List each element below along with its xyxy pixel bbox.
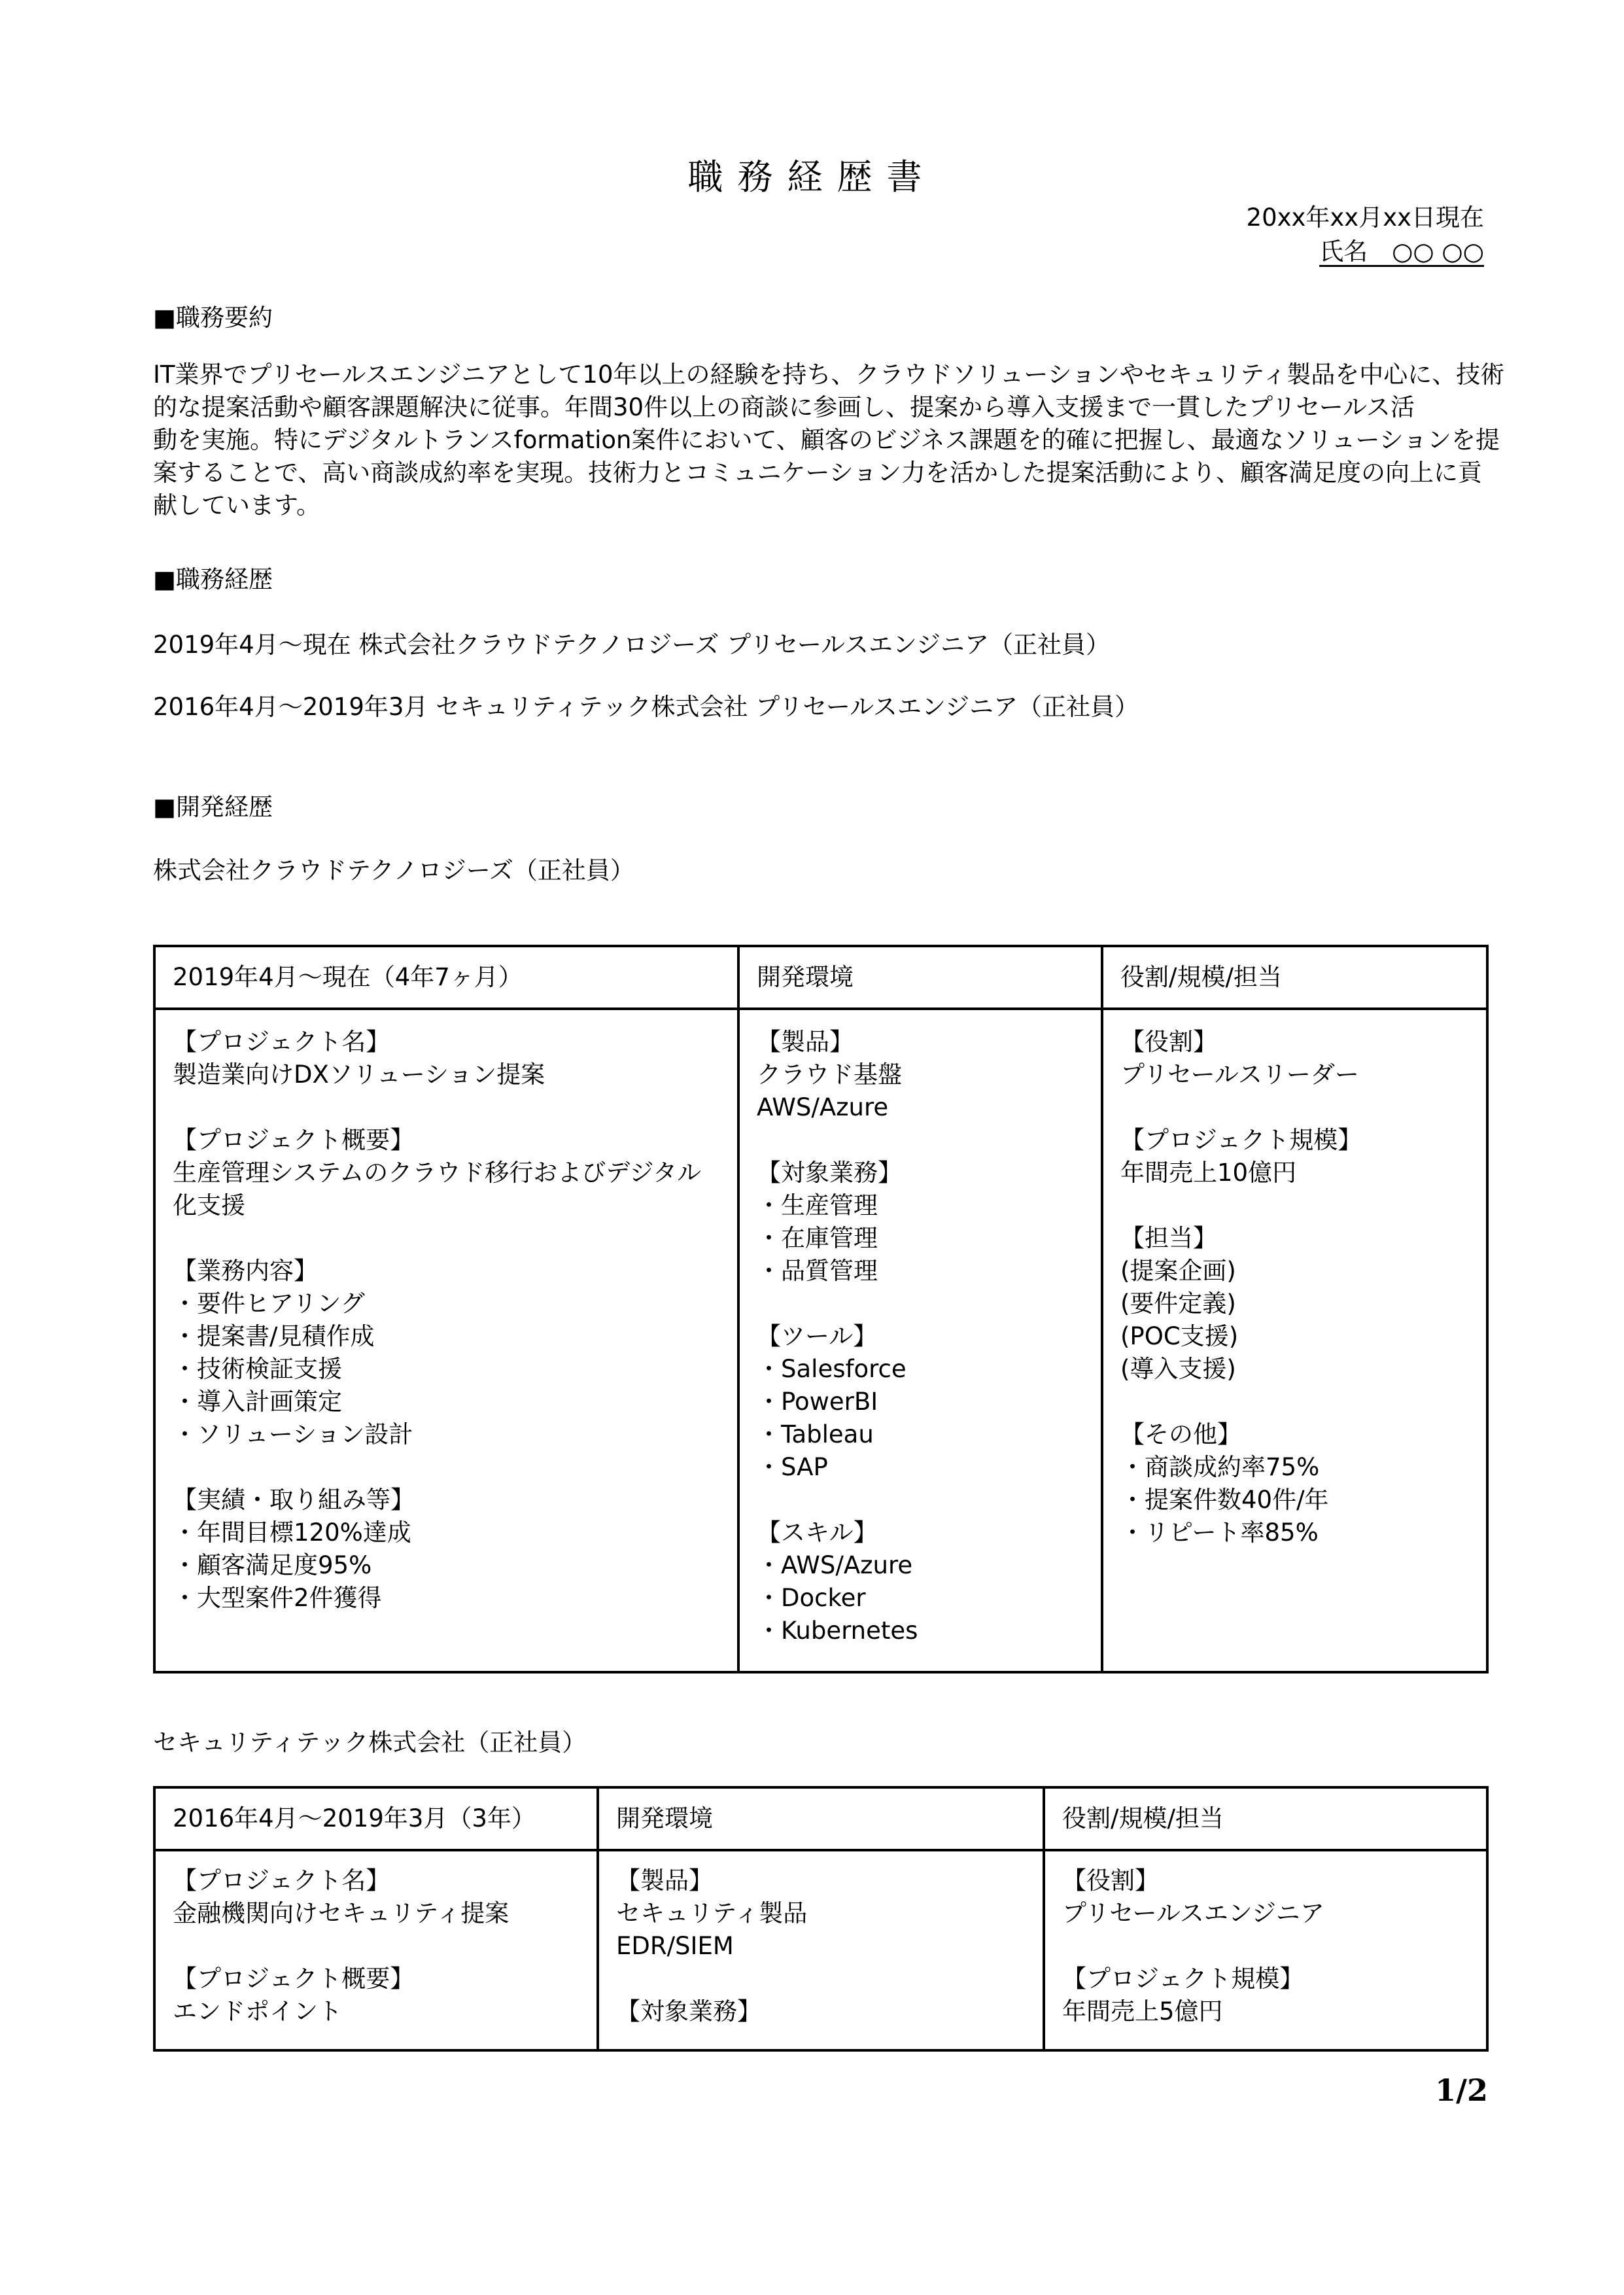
cell-line: 【その他】 <box>1120 1420 1241 1448</box>
cell-line: ・AWS/Azure <box>757 1551 913 1579</box>
project-details-cell <box>154 1850 598 2050</box>
cell-line <box>1120 1386 1486 1418</box>
env-header: 開発環境 <box>738 946 1102 1009</box>
cell-line <box>173 1222 737 1255</box>
project-details-cell <box>154 1009 738 1672</box>
period-header: 2019年4月～現在（4年7ヶ月） <box>154 946 738 1009</box>
cell-line: 【プロジェクト概要】 <box>173 1126 415 1154</box>
period-header: 2016年4月～2019年3月（3年） <box>154 1787 598 1850</box>
cell-line: プリセールスリーダー <box>1120 1060 1359 1089</box>
cell-line: 化支援 <box>173 1191 245 1219</box>
cell-line <box>1062 1930 1486 1963</box>
cell-line <box>1120 1189 1486 1222</box>
cell-line: ・提案書/見積作成 <box>173 1322 375 1350</box>
company-name: セキュリティテック株式会社（正社員） <box>153 1728 587 1757</box>
cell-line: 【業務内容】 <box>173 1257 318 1285</box>
cell-line: 【プロジェクト規模】 <box>1120 1126 1362 1154</box>
cell-line: セキュリティ製品 <box>616 1899 808 1927</box>
cell-line: 【プロジェクト名】 <box>173 1028 390 1056</box>
cell-line: AWS/Azure <box>757 1093 889 1121</box>
cell-line <box>757 1124 1101 1157</box>
cell-line: 【対象業務】 <box>757 1159 902 1187</box>
project-table <box>153 945 1489 1673</box>
cell-line: ・SAP <box>757 1453 828 1481</box>
cell-line: ・品質管理 <box>757 1257 878 1285</box>
cell-line <box>757 1288 1101 1320</box>
role-cell <box>1044 1850 1487 2050</box>
summary-text <box>153 359 1505 522</box>
cell-line: ・技術検証支援 <box>173 1355 342 1383</box>
summary-line: 的な提案活動や顧客課題解決に従事。年間30件以上の商談に参画し、提案から導入支援まで一貫したプリセールス活 <box>153 393 1415 421</box>
cell-line: ・顧客満足度95% <box>173 1551 372 1579</box>
cell-line: ・要件ヒアリング <box>173 1289 365 1318</box>
cell-line: 年間売上5億円 <box>1062 1997 1223 2025</box>
cell-line <box>616 1963 1043 1995</box>
role-header: 役割/規模/担当 <box>1044 1787 1487 1850</box>
cell-line: 【実績・取り組み等】 <box>173 1486 415 1514</box>
cell-line: ・提案件数40件/年 <box>1120 1486 1329 1514</box>
cell-line: ・商談成約率75% <box>1120 1453 1320 1481</box>
environment-details <box>757 1026 1101 1647</box>
cell-line: 【担当】 <box>1120 1224 1217 1252</box>
cell-line: 【役割】 <box>1120 1028 1217 1056</box>
cell-line: ・Docker <box>757 1584 866 1612</box>
cell-line: 【役割】 <box>1062 1866 1159 1895</box>
cell-line: 【プロジェクト名】 <box>173 1866 390 1895</box>
cell-line: ・ソリューション設計 <box>173 1420 413 1448</box>
cell-line: クラウド基盤 <box>757 1060 902 1089</box>
cell-line: (要件定義) <box>1120 1289 1236 1318</box>
project-details <box>173 1865 596 2028</box>
history-entry: 2016年4月～2019年3月 セキュリティテック株式会社 プリセールスエンジニア（正社員） <box>153 693 1139 721</box>
document-title: 職務経歴書 <box>687 156 937 198</box>
summary-line: 献しています。 <box>153 491 321 519</box>
cell-line: 年間売上10億円 <box>1120 1159 1297 1187</box>
role-cell <box>1102 1009 1487 1672</box>
history-entry: 2019年4月～現在 株式会社クラウドテクノロジーズ プリセールスエンジニア（正社員） <box>153 631 1111 659</box>
cell-line: ・大型案件2件獲得 <box>173 1584 382 1612</box>
cell-line: ・Tableau <box>757 1420 874 1448</box>
cell-line: ・PowerBI <box>757 1388 878 1416</box>
role-header: 役割/規模/担当 <box>1102 946 1487 1009</box>
development-heading: ■開発経歴 <box>153 793 273 821</box>
role-details <box>1120 1026 1486 1549</box>
cell-line: ・在庫管理 <box>757 1224 878 1252</box>
environment-cell <box>738 1009 1102 1672</box>
document-date: 20xx年xx月xx日現在 <box>1246 203 1484 232</box>
cell-line: ・リピート率85% <box>1120 1518 1319 1547</box>
cell-line: 【製品】 <box>757 1028 854 1056</box>
summary-line: 動を実施。特にデジタルトランスformation案件において、顧客のビジネス課題を的確に把握し、最適なソリューションを提 <box>153 426 1500 454</box>
company-name: 株式会社クラウドテクノロジーズ（正社員） <box>153 856 634 885</box>
cell-line <box>1120 1091 1486 1124</box>
cell-line <box>173 1451 737 1484</box>
cell-line: 【スキル】 <box>757 1518 878 1547</box>
cell-line: ・年間目標120%達成 <box>173 1518 411 1547</box>
applicant-name: 氏名 ○○ ○○ <box>1319 237 1484 266</box>
cell-line <box>173 1091 737 1124</box>
cell-line: 【ツール】 <box>757 1322 878 1350</box>
cell-line: (導入支援) <box>1120 1355 1236 1383</box>
page-number: 1/2 <box>1435 2073 1488 2108</box>
cell-line: (提案企画) <box>1120 1257 1236 1285</box>
cell-line <box>173 1930 596 1963</box>
cell-line <box>757 1484 1101 1516</box>
history-heading: ■職務経歴 <box>153 565 273 593</box>
cell-line: 【プロジェクト規模】 <box>1062 1965 1304 1993</box>
cell-line: 【製品】 <box>616 1866 713 1895</box>
summary-line: 案することで、高い商談成約率を実現。技術力とコミュニケーション力を活かした提案活動により、顧客満足度の向上に貢 <box>153 459 1483 487</box>
environment-cell <box>598 1850 1044 2050</box>
cell-line: 生産管理システムのクラウド移行およびデジタル <box>173 1159 702 1187</box>
cell-line: 【プロジェクト概要】 <box>173 1965 415 1993</box>
cell-line: 【対象業務】 <box>616 1997 761 2025</box>
cell-line: プリセールスエンジニア <box>1062 1899 1324 1927</box>
summary-line: IT業界でプリセールスエンジニアとして10年以上の経験を持ち、クラウドソリューションやセキュリティ製品を中心に、技術 <box>153 360 1505 389</box>
cell-line: ・Salesforce <box>757 1355 907 1383</box>
role-details <box>1062 1865 1486 2028</box>
cell-line: (POC支援) <box>1120 1322 1239 1350</box>
env-header: 開発環境 <box>598 1787 1044 1850</box>
cell-line: エンドポイント <box>173 1997 342 2025</box>
cell-line: EDR/SIEM <box>616 1932 734 1960</box>
cell-line: 金融機関向けセキュリティ提案 <box>173 1899 510 1927</box>
environment-details <box>616 1865 1043 2028</box>
project-details <box>173 1026 737 1615</box>
project-table <box>153 1786 1489 2052</box>
cell-line: ・導入計画策定 <box>173 1388 342 1416</box>
cell-line: ・Kubernetes <box>757 1617 918 1645</box>
summary-heading: ■職務要約 <box>153 304 273 332</box>
cell-line: ・生産管理 <box>757 1191 878 1219</box>
cell-line: 製造業向けDXソリューション提案 <box>173 1060 545 1089</box>
